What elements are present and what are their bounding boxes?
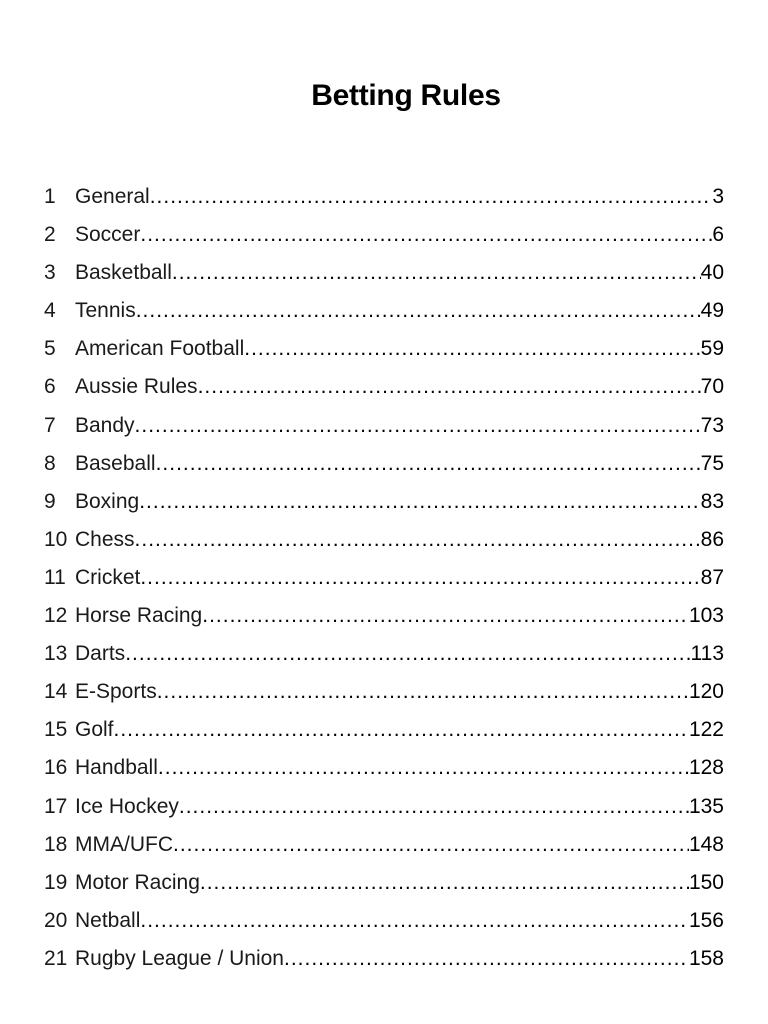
toc-entry-page: 103 [688,604,724,628]
toc-entry-number: 5 [44,337,56,361]
table-of-contents [44,178,724,978]
toc-entry[interactable] [44,445,724,483]
toc-dot-leader [202,597,689,635]
toc-entry-page: 128 [688,756,724,780]
toc-entry-page: 120 [688,680,724,704]
toc-entry-page: 113 [690,642,724,666]
toc-dot-leader [125,635,690,673]
toc-entry-number: 13 [44,642,68,666]
toc-entry-number: 4 [44,299,56,323]
toc-dot-leader [140,216,712,254]
toc-entry-page: 3 [712,185,724,208]
toc-entry[interactable] [44,559,724,597]
toc-entry[interactable] [44,254,724,292]
toc-dot-leader [150,178,713,216]
toc-entry-page: 158 [688,946,724,970]
toc-entry-title: Baseball [75,451,156,475]
toc-entry-number: 14 [44,680,68,704]
toc-entry-title: Cricket [75,565,141,589]
toc-dot-leader [139,483,700,521]
toc-entry[interactable] [44,864,724,902]
toc-entry-number: 16 [44,756,68,780]
toc-entry-title: Basketball [75,261,172,285]
toc-dot-leader [158,749,689,787]
toc-entry[interactable] [44,521,724,559]
toc-entry[interactable] [44,178,724,216]
toc-entry-number: 3 [44,261,56,285]
toc-entry-page: 148 [688,832,724,856]
toc-entry-page: 83 [700,489,724,513]
toc-entry-number: 12 [44,604,68,628]
toc-entry-number: 2 [44,223,56,247]
toc-entry-title: General [75,185,150,208]
toc-entry-title: E-Sports [75,680,157,704]
toc-entry-title: Soccer [75,223,141,247]
toc-entry-page: 70 [700,375,724,399]
toc-entry-page: 49 [700,299,724,323]
toc-entry-title: Golf [75,718,114,742]
toc-entry[interactable] [44,407,724,445]
toc-entry-page: 86 [700,527,724,551]
page-title: Betting Rules [311,79,501,113]
toc-entry[interactable] [44,711,724,749]
toc-entry-number: 15 [44,718,68,742]
toc-entry[interactable] [44,826,724,864]
toc-entry-page: 40 [700,261,724,285]
toc-dot-leader [172,254,701,292]
toc-entry-number: 7 [44,413,56,437]
toc-entry[interactable] [44,902,724,940]
toc-entry-number: 8 [44,451,56,475]
toc-entry-page: 75 [700,451,724,475]
toc-dot-leader [156,445,701,483]
toc-dot-leader [136,292,701,330]
toc-entry-page: 6 [712,223,724,247]
toc-dot-leader [140,559,700,597]
toc-entry[interactable] [44,940,724,978]
toc-entry-title: Motor Racing [75,870,200,894]
toc-entry[interactable] [44,216,724,254]
toc-entry-number: 21 [44,946,68,970]
toc-entry-number: 9 [44,489,56,513]
toc-entry-page: 73 [700,413,724,437]
toc-entry[interactable] [44,292,724,330]
toc-entry[interactable] [44,635,724,673]
toc-entry[interactable] [44,368,724,406]
toc-entry-number: 19 [44,870,68,894]
toc-entry-number: 17 [44,794,68,818]
toc-entry[interactable] [44,673,724,711]
toc-entry-number: 6 [44,375,56,399]
toc-dot-leader [157,673,689,711]
toc-entry[interactable] [44,483,724,521]
toc-entry-page: 122 [688,718,724,742]
toc-entry-title: Tennis [75,299,136,323]
toc-dot-leader [284,940,689,978]
toc-entry-page: 156 [688,908,724,932]
toc-dot-leader [198,368,701,406]
toc-dot-leader [179,788,689,826]
toc-entry[interactable] [44,330,724,368]
toc-entry-number: 1 [44,185,56,208]
toc-entry-page: 150 [688,870,724,894]
toc-entry-title: Bandy [75,413,135,437]
toc-entry[interactable] [44,788,724,826]
toc-entry-title: Handball [75,756,158,780]
toc-dot-leader [135,407,701,445]
toc-dot-leader [244,330,700,368]
toc-entry[interactable] [44,597,724,635]
toc-entry-page: 135 [688,794,724,818]
toc-entry[interactable] [44,749,724,787]
toc-dot-leader [173,826,689,864]
toc-entry-page: 59 [700,337,724,361]
toc-entry-title: Darts [75,642,126,666]
toc-dot-leader [140,902,689,940]
toc-entry-number: 10 [44,527,68,551]
toc-entry-title: Horse Racing [75,604,203,628]
toc-entry-title: Chess [75,527,135,551]
toc-entry-page: 87 [700,565,724,589]
toc-dot-leader [114,711,689,749]
toc-entry-number: 11 [44,565,66,589]
toc-entry-number: 18 [44,832,68,856]
toc-dot-leader [135,521,701,559]
toc-entry-title: Ice Hockey [75,794,179,818]
toc-entry-number: 20 [44,908,68,932]
toc-entry-title: Netball [75,908,141,932]
toc-entry-title: Aussie Rules [75,375,198,399]
toc-entry-title: American Football [75,337,245,361]
toc-dot-leader [200,864,689,902]
toc-entry-title: Boxing [75,489,140,513]
toc-entry-title: MMA/UFC [75,832,173,856]
toc-entry-title: Rugby League / Union [75,946,284,970]
